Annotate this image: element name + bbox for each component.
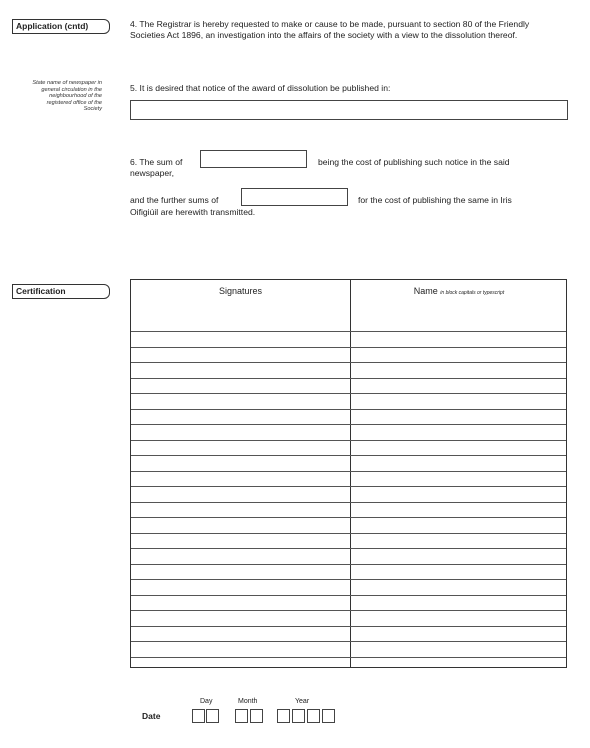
- table-row-rule: [131, 471, 566, 472]
- table-row-rule: [131, 610, 566, 611]
- table-row-rule: [131, 657, 566, 658]
- month-digit-1[interactable]: [235, 709, 248, 723]
- table-row-rule: [131, 641, 566, 642]
- year-digit-4[interactable]: [322, 709, 335, 723]
- signatures-table: [130, 279, 567, 668]
- table-row-rule: [131, 486, 566, 487]
- table-row-rule: [131, 502, 566, 503]
- certification-section-tab: Certification: [12, 284, 110, 299]
- clause-6-sum-prefix: 6. The sum of: [130, 157, 183, 167]
- newspaper-side-note: State name of newspaper in general circulation in the neighbourhood of the registered office of the Society: [32, 80, 102, 113]
- clause-6-further-cont: Oifigiúil are herewith transmitted.: [130, 207, 256, 217]
- day-label: Day: [200, 698, 213, 705]
- publishing-cost-field[interactable]: [200, 150, 307, 168]
- year-label: Year: [295, 698, 310, 705]
- table-row-rule: [131, 533, 566, 534]
- table-row-rule: [131, 362, 566, 363]
- signatures-header: [131, 286, 350, 296]
- table-row-rule: [131, 378, 566, 379]
- clause-6-sum-suffix: being the cost of publishing such notice in the said: [318, 157, 510, 167]
- column-divider: [350, 280, 351, 667]
- table-row-rule: [131, 409, 566, 410]
- newspaper-name-field[interactable]: [130, 100, 568, 120]
- month-digit-2[interactable]: [250, 709, 263, 723]
- table-row-rule: [131, 579, 566, 580]
- year-digit-1[interactable]: [277, 709, 290, 723]
- table-row-rule: [131, 440, 566, 441]
- name-header: [351, 286, 567, 296]
- clause-6-sum-cont: newspaper,: [130, 168, 174, 178]
- table-row-rule: [131, 564, 566, 565]
- clause-5-text: 5. It is desired that notice of the award of dissolution be published in:: [130, 83, 391, 93]
- month-label: Month: [238, 698, 258, 705]
- table-row-rule: [131, 595, 566, 596]
- clause-4-text: 4. The Registrar is hereby requested to make or cause to be made, pursuant to section 80 of the Friendly Societies Act 1896, an investigation into the affairs of the society with a view to the dissolution thereof.: [130, 19, 530, 40]
- year-digit-2[interactable]: [292, 709, 305, 723]
- signatures-header-label: Signatures: [218, 286, 263, 296]
- day-digit-1[interactable]: [192, 709, 205, 723]
- table-row-rule: [131, 517, 566, 518]
- table-row-rule: [131, 626, 566, 627]
- day-digit-2[interactable]: [206, 709, 219, 723]
- clause-6-further-prefix: and the further sums of: [130, 195, 219, 205]
- name-header-label: Name: [413, 286, 438, 296]
- table-row-rule: [131, 331, 566, 332]
- table-row-rule: [131, 455, 566, 456]
- table-row-rule: [131, 424, 566, 425]
- date-label: Date: [142, 711, 161, 721]
- name-header-note: in block capitals or typescript: [440, 290, 505, 296]
- table-row-rule: [131, 347, 566, 348]
- application-section-tab: Application (cntd): [12, 19, 110, 34]
- clause-6-further-suffix: for the cost of publishing the same in Iris: [358, 195, 512, 205]
- year-digit-3[interactable]: [307, 709, 320, 723]
- further-sums-field[interactable]: [241, 188, 348, 206]
- table-row-rule: [131, 548, 566, 549]
- table-row-rule: [131, 393, 566, 394]
